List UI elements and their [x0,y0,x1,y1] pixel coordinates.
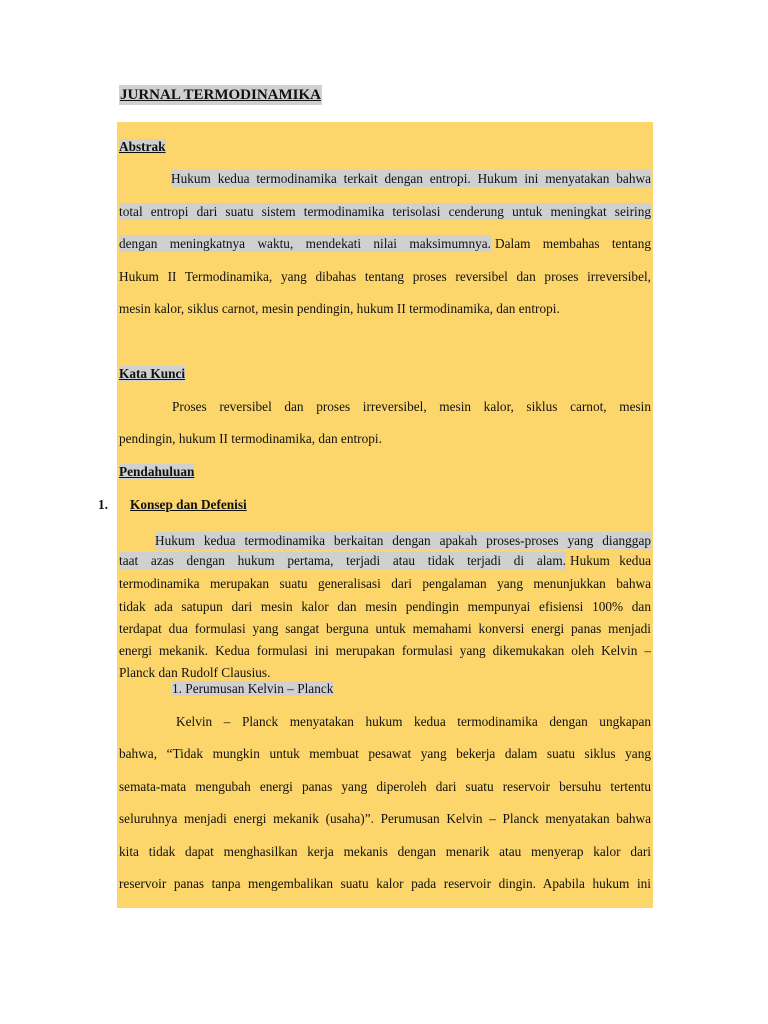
abstrak-line-3 [119,235,651,252]
pendahuluan-text-7: Planck dan Rudolf Clausius. [119,665,271,680]
abstrak-text-1: Hukum kedua termodinamika terkait dengan entropi. Hukum ini menyatakan bahwa [171,171,651,186]
kelvin-text-3: semata-mata mengubah energi panas yang diperoleh dari suatu reservoir bersuhu tertentu [119,779,651,794]
kata-kunci-heading-row [119,365,651,382]
kelvin-line-2 [119,745,651,762]
abstrak-text-4: Hukum II Termodinamika, yang dibahas tentang proses reversibel dan proses irreversibel, [119,269,651,284]
pendahuluan-line-5 [119,620,651,637]
kelvin-line-5 [119,843,651,860]
abstrak-heading-row [119,138,651,155]
abstrak-line-5 [119,300,651,317]
kelvin-line-4 [119,810,651,827]
section-title: Konsep dan Defenisi [130,497,247,512]
pendahuluan-line-6 [119,642,651,659]
pendahuluan-heading: Pendahuluan [119,464,195,479]
kata-kunci-text-2: pendingin, hukum II termodinamika, dan entropi. [119,431,382,446]
kata-kunci-line-2 [119,430,651,447]
abstrak-line-2 [119,203,651,220]
abstrak-line-4 [119,268,651,285]
kelvin-text-1: Kelvin – Planck menyatakan hukum kedua termodinamika dengan ungkapan [176,714,651,729]
pendahuluan-line-4 [119,598,651,615]
kelvin-text-5: kita tidak dapat menghasilkan kerja mekanis dengan menarik atau menyerap kalor dari [119,844,651,859]
abstrak-text-3a: dengan meningkatnya waktu, mendekati nilai maksimumnya. [119,236,491,251]
pendahuluan-text-3: termodinamika merupakan suatu generalisasi dari pengalaman yang menunjukkan bahwa [119,576,651,591]
kelvin-line-1 [176,713,651,730]
section-title-row [130,496,530,513]
pendahuluan-line-3 [119,575,651,592]
pendahuluan-text-1: Hukum kedua termodinamika berkaitan dengan apakah proses-proses yang dianggap [155,533,651,548]
abstrak-text-3b: Dalam membahas tentang [495,236,651,251]
document-title: JURNAL TERMODINAMIKA [120,87,321,103]
pendahuluan-heading-row [119,463,651,480]
pendahuluan-text-6: energi mekanik. Kedua formulasi ini merupakan formulasi yang dikemukakan oleh Kelvin – [119,643,651,658]
abstrak-text-5: mesin kalor, siklus carnot, mesin pendingin, hukum II termodinamika, dan entropi. [119,301,560,316]
kelvin-planck-heading-row [172,680,372,697]
pendahuluan-text-2b: Hukum kedua [570,553,651,568]
kelvin-line-6 [119,875,651,892]
abstrak-heading: Abstrak [119,139,166,154]
abstrak-text-2: total entropi dari suatu sistem termodinamika terisolasi cenderung untuk meningkat seiring [119,204,651,219]
kelvin-text-6: reservoir panas tanpa mengembalikan suatu kalor pada reservoir dingin. Apabila hukum ini [119,876,651,891]
pendahuluan-line-7 [119,664,651,681]
kelvin-text-2: bahwa, “Tidak mungkin untuk membuat pesawat yang bekerja dalam suatu siklus yang [119,746,651,761]
pendahuluan-text-5: terdapat dua formulasi yang sangat berguna untuk memahami konversi energi panas menjadi [119,621,651,636]
kelvin-planck-heading: 1. Perumusan Kelvin – Planck [172,681,334,696]
kelvin-line-3 [119,778,651,795]
abstrak-line-1 [171,170,651,187]
kata-kunci-line-1 [172,398,651,415]
pendahuluan-line-2 [119,552,651,569]
kata-kunci-heading: Kata Kunci [119,366,186,381]
kata-kunci-text-1: Proses reversibel dan proses irreversibel, mesin kalor, siklus carnot, mesin [172,399,651,414]
section-number: 1. [98,497,108,512]
pendahuluan-text-2a: taat azas dengan hukum pertama, terjadi atau tidak terjadi di alam. [119,553,566,568]
pendahuluan-line-1 [155,532,651,549]
kelvin-text-4: seluruhnya menjadi energi mekanik (usaha)”. Perumusan Kelvin – Planck menyatakan bahwa [119,811,651,826]
pendahuluan-text-4: tidak ada satupun dari mesin kalor dan mesin pendingin mempunyai efisiensi 100% dan [119,599,651,614]
